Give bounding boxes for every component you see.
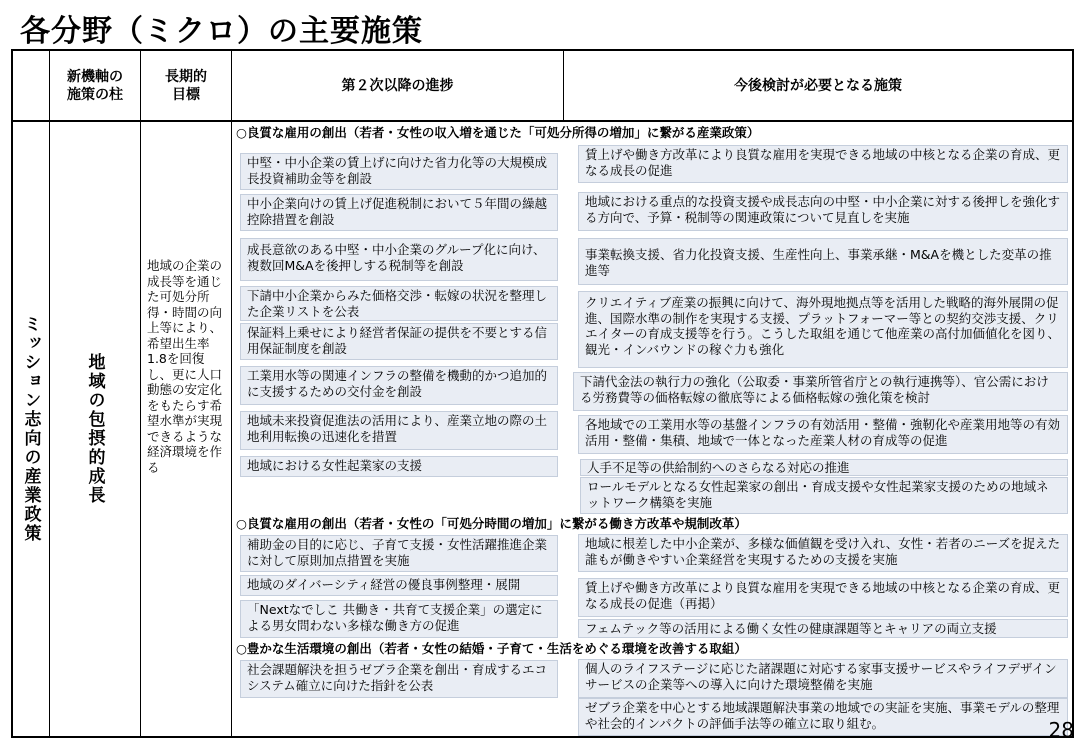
col-divider	[140, 49, 141, 738]
header-progress: 第２次以降の進捗	[341, 77, 454, 94]
future-item: 人手不足等の供給制約へのさらなる対応の推進	[580, 459, 1068, 476]
page-number: 28	[1048, 718, 1074, 742]
header-goal: 長期的 目標	[165, 68, 207, 103]
progress-item: 下請中小企業からみた価格交渉・転嫁の状況を整理した企業リストを公表	[240, 286, 558, 321]
future-item: 賃上げや働き方改革により良質な雇用を実現できる地域の中核となる企業の育成、更なる成長の促進（再掲）	[578, 578, 1068, 617]
mission-label: ミッション志向の産業政策	[20, 315, 41, 543]
future-item: 地域における重点的な投資支援や成長志向の中堅・中小企業に対する後押しを強化する方向で、予算・税制等の関連政策について見直しを実施	[578, 192, 1068, 231]
future-item: 賃上げや働き方改革により良質な雇用を実現できる地域の中核となる企業の育成、更なる成長の促進	[578, 145, 1068, 183]
progress-item: 地域における女性起業家の支援	[240, 456, 558, 477]
progress-item: 地域未来投資促進法の活用により、産業立地の際の土地利用転換の迅速化を措置	[240, 411, 558, 450]
col-divider	[231, 49, 232, 738]
progress-item: 「Nextなでしこ 共働き・共育て支援企業」の選定による男女問わない多様な働き方の促進	[240, 600, 558, 638]
page-title: 各分野（ミクロ）の主要施策	[20, 14, 423, 49]
table-right-border	[1072, 49, 1074, 738]
pillar-label: 地域の包摂的成長	[84, 353, 105, 505]
section-heading: ○豊かな生活環境の創出（若者・女性の結婚・子育て・生活をめぐる環境を改善する取組）	[236, 641, 747, 656]
progress-item: 中小企業向けの賃上げ促進税制において５年間の繰越控除措置を創設	[240, 194, 558, 231]
header-future: 今後検討が必要となる施策	[734, 77, 902, 94]
future-item: 地域に根差した中小企業が、多様な価値観を受け入れ、女性・若者のニーズを捉えた誰もが働きやすい企業経営を実現するための支援を実施	[578, 534, 1068, 572]
future-item: 個人のライフステージに応じた諸課題に対応する家事支援サービスやライフデザインサービスの企業等への導入に向けた環境整備を実施	[578, 659, 1068, 698]
goal-text: 地域の企業の成長等を通じた可処分所得・時間の向上等により、希望出生率1.8を回復し、更に人口動態の安定化をもたらす希望水準が実現できるような経済環境を作る	[147, 258, 223, 475]
progress-item: 社会課題解決を担うゼブラ企業を創出・育成するエコシステム確立に向けた指針を公表	[240, 660, 558, 698]
section-heading: ○良質な雇用の創出（若者・女性の「可処分時間の増加」に繋がる働き方改革や規制改革）	[236, 516, 747, 531]
header-pillar: 新機軸の 施策の柱	[67, 68, 123, 103]
section-heading: ○良質な雇用の創出（若者・女性の収入増を通じた「可処分所得の増加」に繋がる産業政策）	[236, 125, 760, 140]
progress-item: 成長意欲のある中堅・中小企業のグループ化に向け、複数回M&Aを後押しする税制等を創設	[240, 238, 558, 281]
future-item: クリエイティブ産業の振興に向けて、海外現地拠点等を活用した戦略的海外展開の促進、国際水準の制作を実現する支援、プラットフォーマー等との契約交渉支援、クリエイターの育成支援等を行う。こうした取組を通じて他産業の高付加価値化を図り、観光・インバウンドの稼ぐ力も強化	[578, 291, 1068, 368]
progress-item: 地域のダイバーシティ経営の優良事例整理・展開	[240, 575, 558, 596]
header-bottom-border	[11, 120, 1073, 122]
future-item: 各地域での工業用水等の基盤インフラの有効活用・整備・強靭化や産業用地等の有効活用・整備・集積、地域で一体となった産業人材の育成等の促進	[578, 415, 1068, 454]
table-bottom-border	[11, 736, 1073, 738]
future-item: ゼブラ企業を中心とする地域課題解決事業の地域での実証を実施、事業モデルの整理や社会的インパクトの評価手法等の確立に取り組む。	[578, 698, 1068, 736]
progress-item: 保証料上乗せにより経営者保証の提供を不要とする信用保証制度を創設	[240, 323, 558, 360]
progress-item: 工業用水等の関連インフラの整備を機動的かつ追加的に支援するための交付金を創設	[240, 366, 558, 405]
future-item: フェムテック等の活用による働く女性の健康課題等とキャリアの両立支援	[578, 619, 1068, 638]
progress-item: 補助金の目的に応じ、子育て支援・女性活躍推進企業に対して原則加点措置を実施	[240, 535, 558, 572]
future-item: 事業転換支援、省力化投資支援、生産性向上、事業承継・M&Aを機とした変革の推進等	[578, 238, 1068, 285]
future-item: ロールモデルとなる女性起業家の創出・育成支援や女性起業家支援のための地域ネットワーク構築を実施	[580, 477, 1068, 514]
progress-item: 中堅・中小企業の賃上げに向けた省力化等の大規模成長投資補助金等を創設	[240, 153, 558, 190]
future-item: 下請代金法の執行力の強化（公取委・事業所管省庁との執行連携等）、官公需における労務費等の価格転嫁の徹底等による価格転嫁の強化策を検討	[573, 372, 1068, 411]
